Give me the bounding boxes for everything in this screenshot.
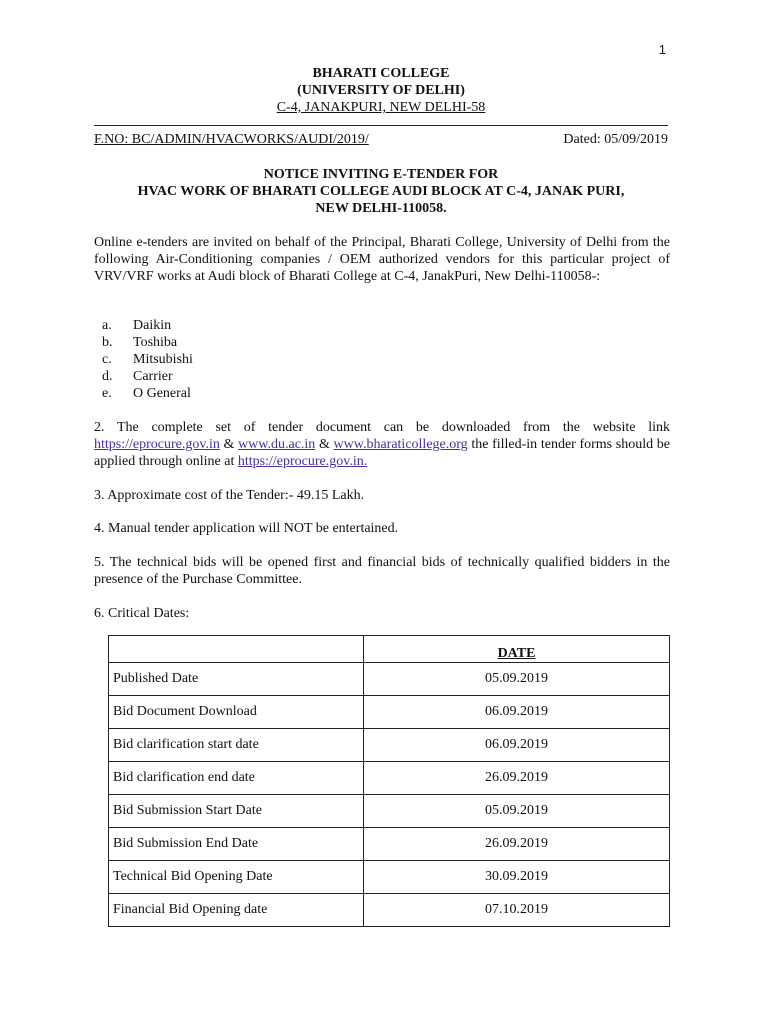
university-name: (UNIVERSITY OF DELHI) bbox=[297, 83, 465, 98]
table-row: Technical Bid Opening Date 30.09.2019 bbox=[109, 861, 670, 894]
table-row: Bid Document Download 06.09.2019 bbox=[109, 696, 670, 729]
college-name: BHARATI COLLEGE bbox=[312, 66, 450, 81]
critical-dates-table bbox=[108, 635, 670, 927]
table-header-row bbox=[109, 636, 670, 663]
letterhead bbox=[94, 65, 668, 116]
eprocure-link[interactable]: https://eprocure.gov.in bbox=[94, 437, 220, 452]
notice-date: Dated: 05/09/2019 bbox=[563, 132, 668, 147]
reference-line bbox=[94, 132, 668, 148]
table-row: Published Date 05.09.2019 bbox=[109, 663, 670, 696]
title-line-1: NOTICE INVITING E-TENDER FOR bbox=[263, 167, 499, 182]
intro-paragraph: Online e-tenders are invited on behalf of the Principal, Bharati College, University of Delhi from the following Air-Conditioning companies / OEM authorized vendors for this particular project of VRV/VRF works at Audi block of Bharati College at C-4, JanakPuri, New Delhi-110058-: bbox=[94, 235, 670, 284]
table-row: Bid Submission End Date 26.09.2019 bbox=[109, 828, 670, 861]
college-address: C-4, JANAKPURI, NEW DELHI-58 bbox=[276, 100, 486, 115]
bharaticollege-link[interactable]: www.bharaticollege.org bbox=[333, 437, 468, 452]
point-6-critical-dates: 6. Critical Dates: bbox=[94, 606, 190, 621]
list-item: d. Carrier bbox=[102, 369, 173, 384]
du-link[interactable]: www.du.ac.in bbox=[238, 437, 316, 452]
table-row: Bid Submission Start Date 05.09.2019 bbox=[109, 795, 670, 828]
point-5-bids: 5. The technical bids will be opened first and financial bids of technically qualified bidders in the presence of the Purchase Committee. bbox=[94, 555, 670, 587]
title-line-2: HVAC WORK OF BHARATI COLLEGE AUDI BLOCK AT C-4, JANAK PURI, bbox=[137, 184, 625, 199]
header-divider bbox=[94, 125, 668, 126]
notice-title bbox=[94, 166, 668, 217]
page-number: 1 bbox=[658, 42, 666, 57]
blank-header-cell bbox=[109, 636, 364, 663]
point-3-cost: 3. Approximate cost of the Tender:- 49.15 Lakh. bbox=[94, 488, 365, 503]
list-item: a. Daikin bbox=[102, 318, 172, 333]
point-2-download: 2. The complete set of tender document can be downloaded from the website link https://eprocure.gov.in & www.du.ac.in & www.bharaticollege.org the filled-in tender forms should be applied through online at https://eprocure.gov.in. bbox=[94, 420, 671, 469]
vendor-list bbox=[94, 317, 193, 402]
table-row: Bid clarification start date 06.09.2019 bbox=[109, 729, 670, 762]
point-4-manual: 4. Manual tender application will NOT be entertained. bbox=[94, 521, 399, 536]
file-number: F.NO: BC/ADMIN/HVACWORKS/AUDI/2019/ bbox=[94, 132, 369, 147]
list-item: e. O General bbox=[102, 386, 191, 401]
date-column-header: DATE bbox=[364, 636, 670, 663]
list-item: c. Mitsubishi bbox=[102, 352, 193, 367]
title-line-3: NEW DELHI-110058. bbox=[315, 201, 447, 216]
list-item: b. Toshiba bbox=[102, 335, 178, 350]
table-row: Financial Bid Opening date 07.10.2019 bbox=[109, 894, 670, 927]
table-row: Bid clarification end date 26.09.2019 bbox=[109, 762, 670, 795]
eprocure-online-link[interactable]: https://eprocure.gov.in. bbox=[237, 454, 368, 469]
